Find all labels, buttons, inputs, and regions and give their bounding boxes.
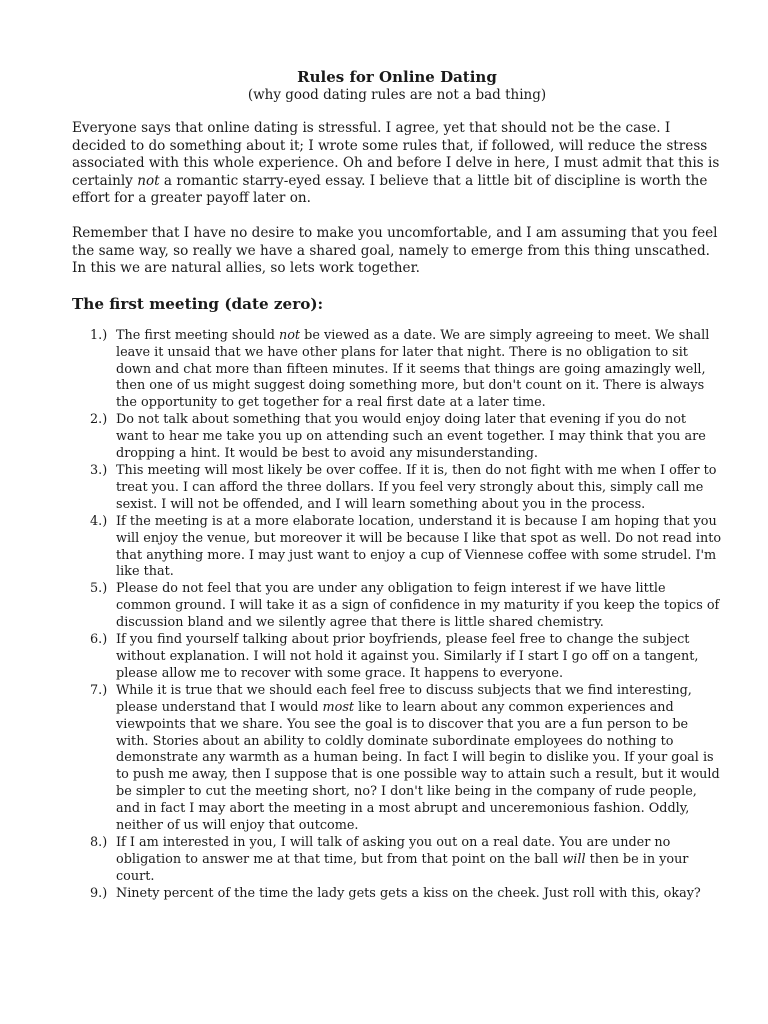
rule-item: [72, 412, 722, 463]
rule-text: If the meeting is at a more elaborate location, understand it is because I am hoping that you will enjoy the venue, but moreover it will be because I like that spot as well. Do not read into that anything more. I may just want to enjoy a cup of Viennese coffee with some strudel. I'm like that.: [116, 513, 722, 580]
rule-number: 8.): [90, 834, 108, 850]
rule-number: 4.): [90, 513, 108, 529]
rule-text: Please do not feel that you are under any obligation to feign interest if we have little common ground. I will take it as a sign of confidence in my maturity if you keep the topics of discussion bland and we silently agree that there is little shared chemistry.: [116, 581, 720, 631]
rule-text: If you find yourself talking about prior boyfriends, please feel free to change the subject without explanation. I will not hold it against you. Similarly if I start I go off on a tangent, please allow me to recover with some grace. It happens to everyone.: [116, 632, 699, 681]
rule-number: 5.): [90, 581, 108, 597]
rule-item: [72, 683, 722, 835]
rule-item: [72, 581, 722, 632]
rule-text: Do not talk about something that you would enjoy doing later that evening if you do not want to hear me take you up on attending such an event together. I may think that you are dropping a hint. It would be best to avoid any misunderstanding.: [116, 412, 706, 462]
rule-item: [72, 632, 722, 683]
document-title: Rules for Online Dating: [297, 68, 497, 86]
rule-item: [72, 886, 722, 903]
rule-number: 1.): [90, 327, 108, 343]
section-heading: The first meeting (date zero):: [72, 294, 324, 313]
rule-text: If I am interested in you, I will talk of asking you out on a real date. You are under no obligation to answer me at that time, but from that point on the ball will then be in your court.: [116, 834, 689, 884]
document-subtitle: (why good dating rules are not a bad thing): [247, 87, 547, 103]
rule-number: 3.): [90, 463, 108, 478]
rules-list: [72, 328, 722, 903]
intro-paragraph: Everyone says that online dating is stressful. I agree, yet that should not be the case. I decided to do something about it; I wrote some rules that, if followed, will reduce the stress associated with this whole experience. Oh and before I delve in here, I must admit that this is certainly not a romantic starry-eyed essay. I believe that a little bit of discipline is worth the effort for a greater payoff later on.: [72, 120, 720, 207]
emphasis-text: will: [562, 851, 586, 867]
rule-number: 9.): [90, 885, 108, 901]
rule-text: Ninety percent of the time the lady gets gets a kiss on the cheek. Just roll with this, okay?: [116, 885, 701, 901]
emphasis-text: not: [137, 172, 160, 189]
rule-number: 2.): [90, 412, 108, 428]
intro-paragraph: Remember that I have no desire to make you uncomfortable, and I am assuming that you feel the same way, so really we have a shared goal, namely to emerge from this thing unscathed. In this we are natural allies, so lets work together.: [72, 224, 718, 277]
rule-item: [72, 463, 722, 514]
rule-text: This meeting will most likely be over coffee. If it is, then do not fight with me when I offer to treat you. I can afford the three dollars. If you feel very strongly about this, simply call me sexist. I will not be offended, and I will learn something about you in the process.: [116, 463, 717, 512]
rule-item: [72, 835, 722, 886]
rule-text: While it is true that we should each feel free to discuss subjects that we find interesting, please understand that I would most like to learn about any common experiences and viewpoints that we share. You see the goal is to discover that you are a fun person to be with. Stories about an ability to coldly dominate subordinate employees do nothing to demonstrate any warmth as a human being. In fact I will begin to dislike you. If your goal is to push me away, then I suppose that is one possible way to attain such a result, but it would be simpler to cut the meeting short, no? I don't like being in the company of rude people, and in fact I may abort the meeting in a most abrupt and unceremonious fashion. Oddly, neither of us will enjoy that outcome.: [116, 682, 720, 834]
emphasis-text: most: [322, 699, 355, 715]
rule-item: [72, 514, 722, 582]
rule-item: [72, 328, 722, 413]
rule-number: 6.): [90, 632, 108, 648]
emphasis-text: not: [278, 327, 301, 343]
document-page: [72, 68, 722, 903]
rule-number: 7.): [90, 682, 108, 698]
rule-text: The first meeting should not be viewed as a date. We are simply agreeing to meet. We shall leave it unsaid that we have other plans for later that night. There is no obligation to sit down and chat more than fifteen minutes. If it seems that things are going amazingly well, then one of us might suggest doing something more, but don't count on it. There is always the opportunity to get together for a real first date at a later time.: [116, 327, 710, 411]
intro-section: [72, 120, 722, 278]
